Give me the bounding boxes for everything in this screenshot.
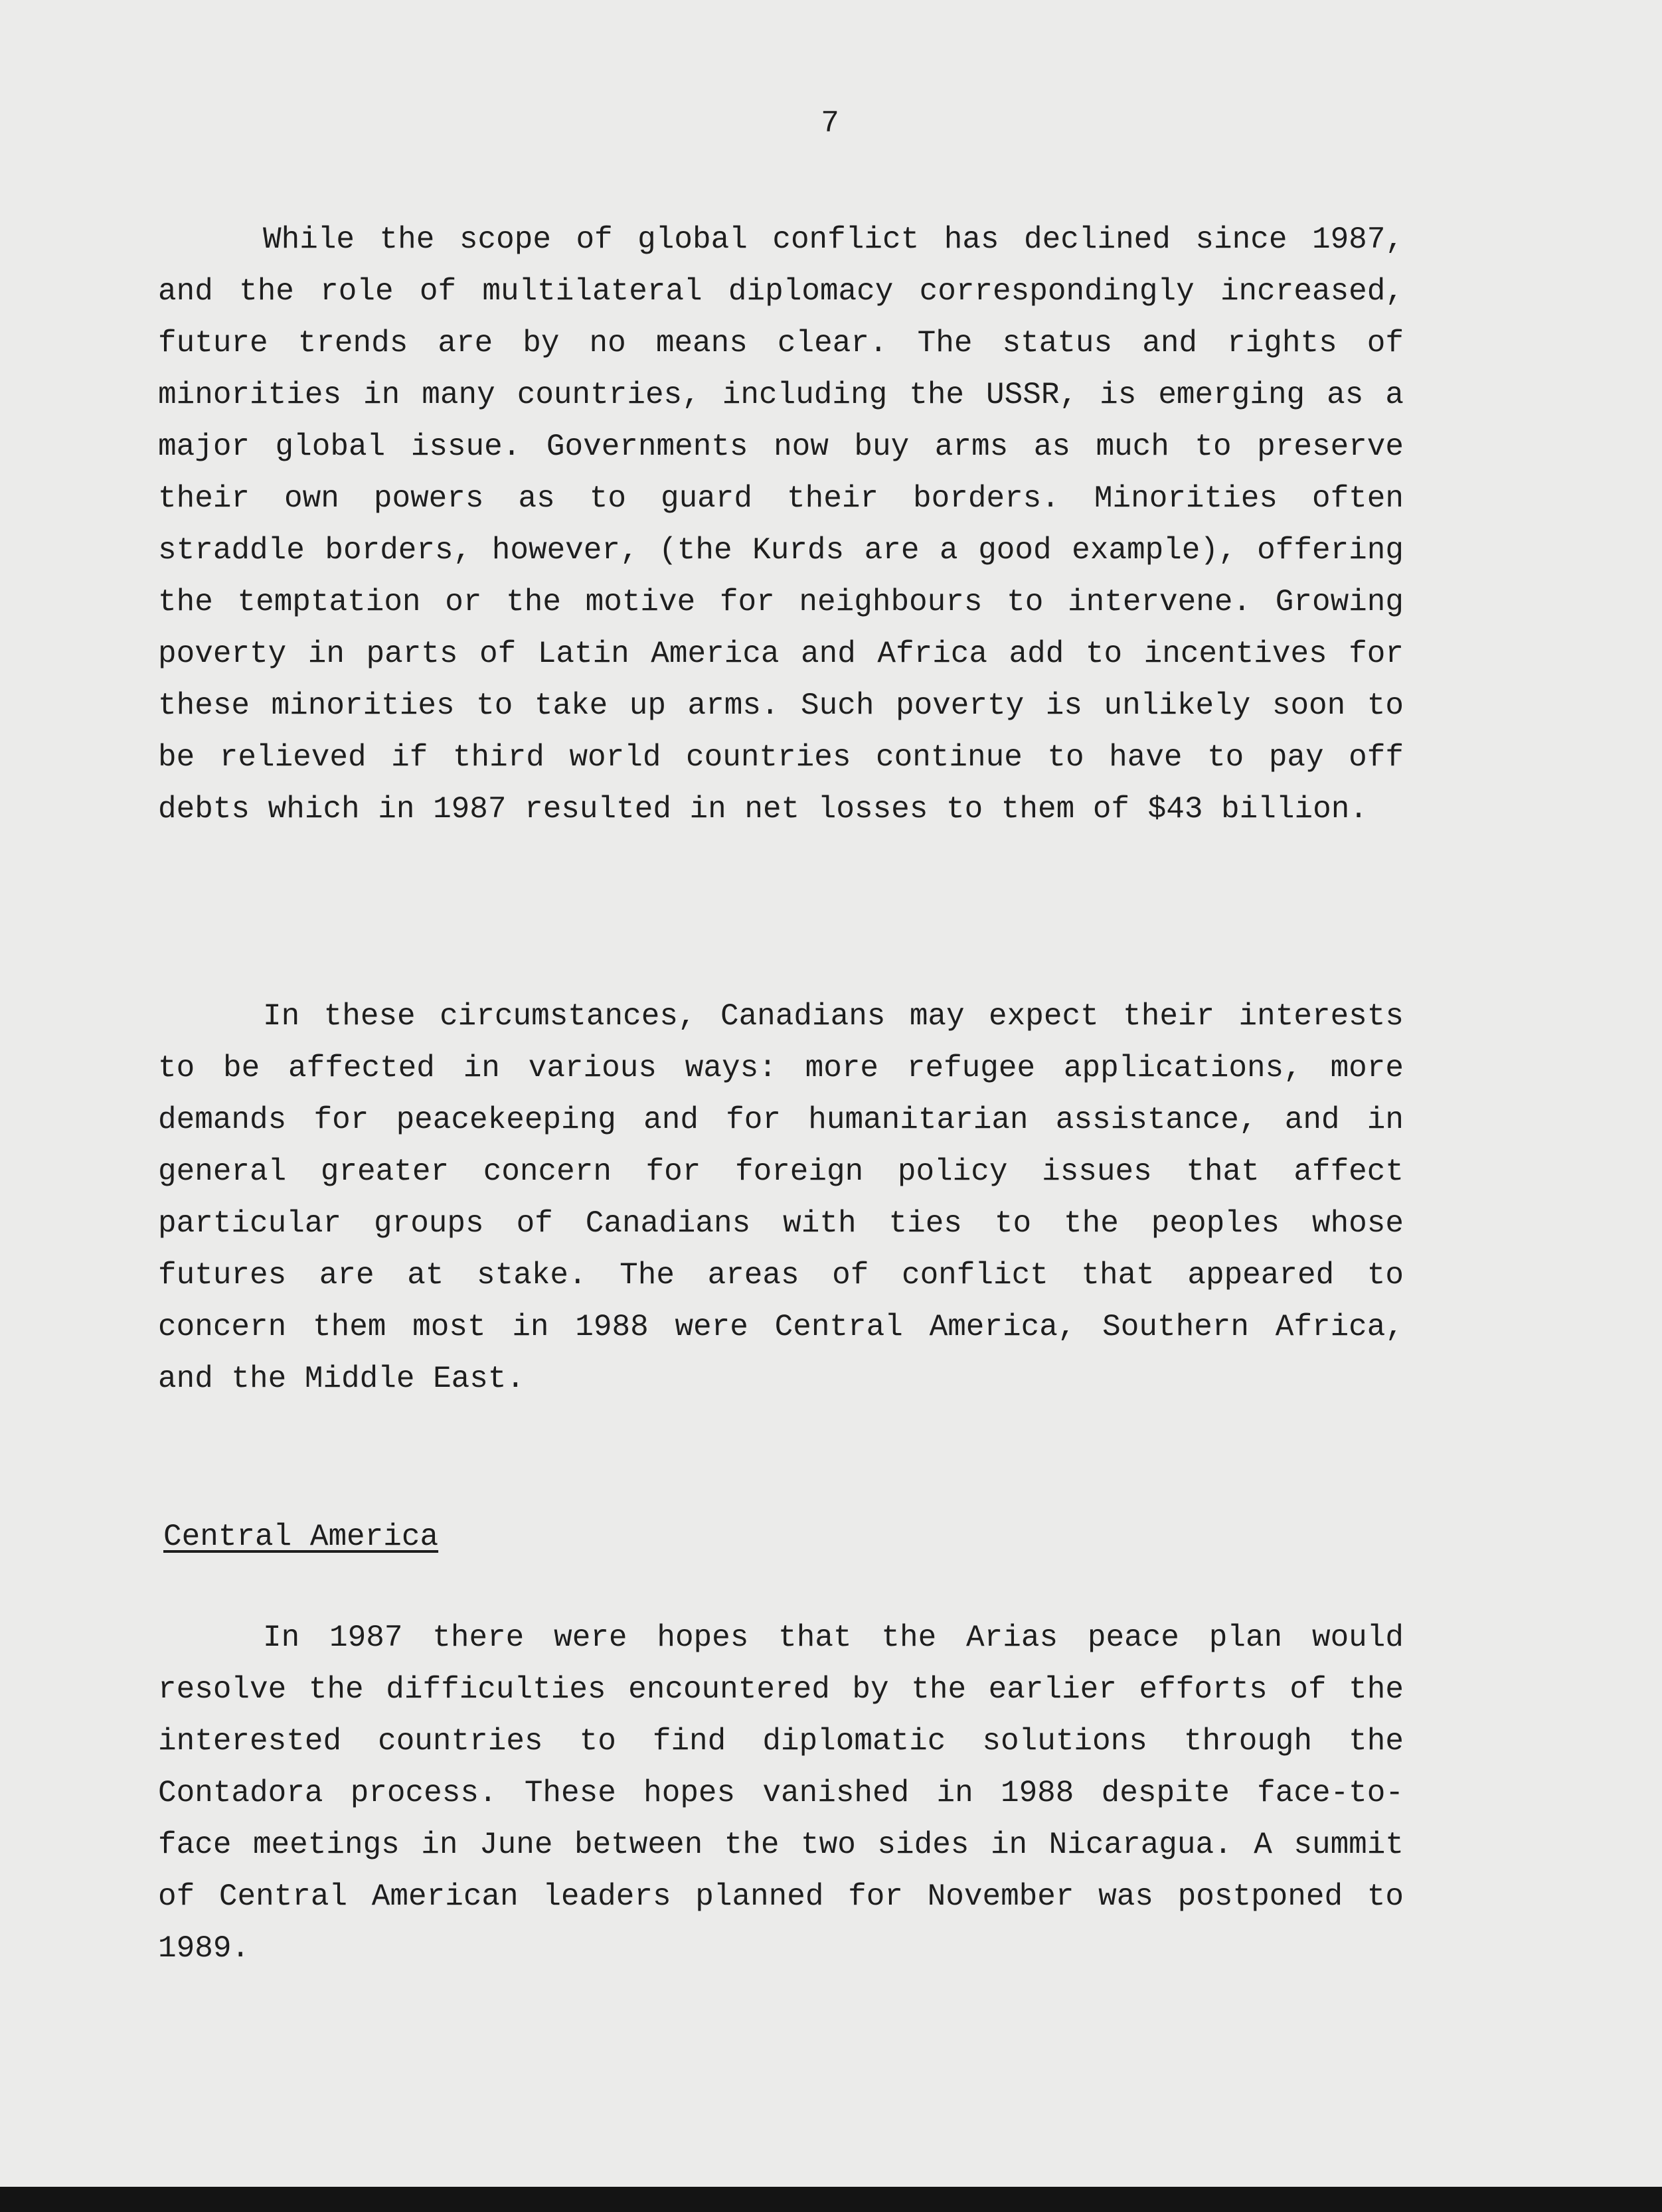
page-number: 7 <box>821 106 839 141</box>
body-paragraph-2: In these circumstances, Canadians may expect their interests to be affected in various ways: more refugee applications, more demands for peacekeeping and for humanitarian assistance, and in general greater concern for foreign policy issues that affect particular groups of Canadians with ties to the peoples whose futures are at stake. The areas of conflict that appeared to concern them most in 1988 were Central America, Southern Africa, and the Middle East. <box>158 999 1404 1396</box>
section-heading: Central America <box>163 1520 439 1554</box>
section-paragraph-1: In 1987 there were hopes that the Arias peace plan would resolve the difficulties encountered by the earlier efforts of the interested countries to find diplomatic solutions through the Contadora process. These hopes vanished in 1988 despite face-to-face meetings in June between the two sides in Nicaragua. A summit of Central American leaders planned for November was postponed to 1989. <box>158 1620 1404 1966</box>
body-paragraph-1: While the scope of global conflict has declined since 1987, and the role of multilateral diplomacy correspondingly increased, future trends are by no means clear. The status and rights of minorities in many countries, including the USSR, is emerging as a major global issue. Governments now buy arms as much to preserve their own powers as to guard their borders. Minorities often straddle borders, however, (the Kurds are a good example), offering the temptation or the motive for neighbours to intervene. Growing poverty in parts of Latin America and Africa add to incentives for these minorities to take up arms. Such poverty is unlikely soon to be relieved if third world countries continue to have to pay off debts which in 1987 resulted in net losses to them of $43 billion. <box>158 222 1404 827</box>
scan-bottom-edge <box>0 2187 1662 2212</box>
